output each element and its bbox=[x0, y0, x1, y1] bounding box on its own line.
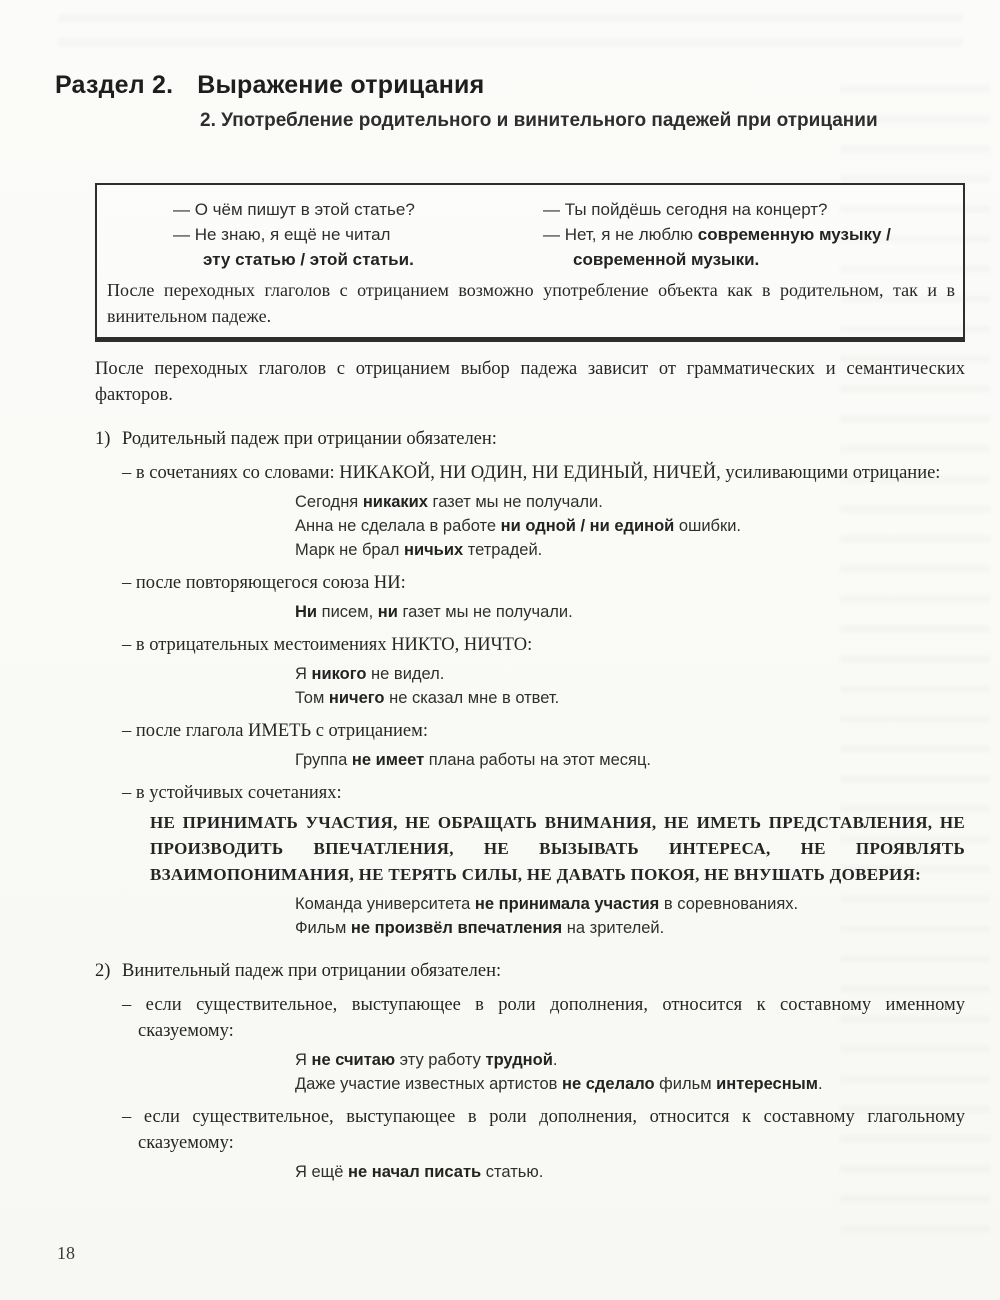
sections bbox=[95, 426, 970, 1184]
subsection-title: 2. Употребление родительного и винительного падежей при отрицании bbox=[200, 110, 878, 131]
dialogue-line bbox=[543, 247, 955, 272]
emphasized-text: не произвёл впечатления bbox=[350, 919, 563, 937]
examples-block bbox=[295, 1048, 970, 1096]
rule-label: – в устойчивых сочетаниях: bbox=[122, 783, 342, 803]
emphasized-text: не считаю bbox=[311, 1051, 396, 1069]
emphasized-text: ничего bbox=[328, 689, 385, 707]
rule-box-note: После переходных глаголов с отрицанием возможно употребление объекта как в родительном, так и в винительном падеже. bbox=[107, 280, 955, 326]
emphasized-text: не принимала участия bbox=[474, 895, 660, 913]
rule-label: – в сочетаниях со словами: НИКАКОЙ, НИ ОДИН, НИ ЕДИНЫЙ, НИЧЕЙ, усиливающими отрицание: bbox=[122, 463, 941, 483]
dialogue-line: — О чём пишут в этой статье? bbox=[173, 200, 415, 219]
emphasized-text: не имеет bbox=[351, 751, 425, 769]
dialogue-column bbox=[173, 197, 525, 272]
emphasized-text: эту статью / этой статьи. bbox=[203, 250, 414, 269]
example-sentence: Я никого не видел. bbox=[295, 665, 445, 683]
example-sentence: Команда университета не принимала участия в соревнованиях. bbox=[295, 895, 799, 913]
rule-box-dialogues bbox=[97, 185, 963, 272]
example-sentence: Я ещё не начал писать статью. bbox=[295, 1163, 544, 1181]
page-header bbox=[55, 70, 965, 133]
example-sentence: Группа не имеет плана работы на этот месяц. bbox=[295, 751, 651, 769]
emphasized-text: ничьих bbox=[403, 541, 464, 559]
dialogue-line bbox=[173, 247, 525, 272]
fixed-expressions-list: НЕ ПРИНИМАТЬ УЧАСТИЯ, НЕ ОБРАЩАТЬ ВНИМАНИЯ, НЕ ИМЕТЬ ПРЕДСТАВЛЕНИЯ, НЕ ПРОИЗВОДИТЬ ВПЕЧАТЛЕНИЯ, НЕ ВЫЗЫВАТЬ ИНТЕРЕСА, НЕ ПРОЯВЛЯТЬ ВЗАИМОПОНИМАНИЯ, НЕ ТЕРЯТЬ СИЛЫ, НЕ ДАВАТЬ ПОКОЯ, НЕ ВНУШАТЬ ДОВЕРИЯ: bbox=[150, 813, 965, 884]
example-sentence: Даже участие известных артистов не сделало фильм интересным. bbox=[295, 1075, 823, 1093]
example-sentence: Ни писем, ни газет мы не получали. bbox=[295, 603, 573, 621]
bleed-through-text bbox=[58, 14, 963, 60]
example-sentence: Марк не брал ничьих тетрадей. bbox=[295, 541, 543, 559]
section-rule-title: Винительный падеж при отрицании обязателен: bbox=[122, 961, 502, 981]
emphasized-text: современную музыку / bbox=[697, 225, 891, 244]
dialogue-line: — Нет, я не люблю современную музыку / bbox=[543, 225, 891, 244]
example-sentence: Том ничего не сказал мне в ответ. bbox=[295, 689, 560, 707]
rule-label: – если существительное, выступающее в роли дополнения, относится к составному именному сказуемому: bbox=[122, 995, 965, 1041]
dialogue-line: — Ты пойдёшь сегодня на концерт? bbox=[543, 200, 828, 219]
example-sentence: Фильм не произвёл впечатления на зрителей. bbox=[295, 919, 665, 937]
example-sentence: Я не считаю эту работу трудной. bbox=[295, 1051, 558, 1069]
examples-block bbox=[295, 1160, 970, 1184]
emphasized-text: не начал писать bbox=[348, 1163, 482, 1181]
emphasized-text: ни одной / ни единой bbox=[500, 517, 675, 535]
examples-block bbox=[295, 748, 970, 772]
section-number: 2) bbox=[95, 961, 111, 981]
examples-block bbox=[295, 892, 970, 940]
emphasized-text: современной музыки. bbox=[573, 250, 760, 269]
rule-box bbox=[95, 183, 965, 342]
emphasized-text: не сделало bbox=[562, 1075, 655, 1093]
examples-block bbox=[295, 490, 970, 562]
section-heading bbox=[55, 70, 965, 100]
section-rule-heading bbox=[95, 426, 970, 452]
section-rule-title: Родительный падеж при отрицании обязателен: bbox=[122, 429, 497, 449]
section-number: 1) bbox=[95, 429, 111, 449]
example-sentence: Анна не сделала в работе ни одной / ни единой ошибки. bbox=[295, 517, 742, 535]
rule-label: – после повторяющегося союза НИ: bbox=[122, 573, 406, 593]
rule-label: – если существительное, выступающее в роли дополнения, относится к составному глагольному сказуемому: bbox=[122, 1107, 965, 1153]
rule-label: – в отрицательных местоимениях НИКТО, НИЧТО: bbox=[122, 635, 533, 655]
examples-block bbox=[295, 662, 970, 710]
section-title: Выражение отрицания bbox=[197, 71, 485, 99]
intro-paragraph: После переходных глаголов с отрицанием выбор падежа зависит от грамматических и семантических факторов. bbox=[95, 359, 965, 405]
emphasized-text: никого bbox=[311, 665, 367, 683]
section-rule-heading bbox=[95, 958, 970, 984]
grammar-section bbox=[95, 958, 970, 1184]
emphasized-text: трудной bbox=[485, 1051, 553, 1069]
example-sentence: Сегодня никаких газет мы не получали. bbox=[295, 493, 603, 511]
emphasized-text: никаких bbox=[362, 493, 428, 511]
emphasized-text: интересным bbox=[716, 1075, 818, 1093]
rule-label: – после глагола ИМЕТЬ с отрицанием: bbox=[122, 721, 428, 741]
grammar-section bbox=[95, 426, 970, 940]
examples-block bbox=[295, 600, 970, 624]
dialogue-line: — Не знаю, я ещё не читал bbox=[173, 225, 391, 244]
emphasized-text: ни bbox=[377, 603, 398, 621]
page-number: 18 bbox=[57, 1243, 75, 1263]
dialogue-column bbox=[543, 197, 955, 272]
emphasized-text: Ни bbox=[295, 603, 318, 621]
section-label: Раздел 2. bbox=[55, 71, 174, 99]
